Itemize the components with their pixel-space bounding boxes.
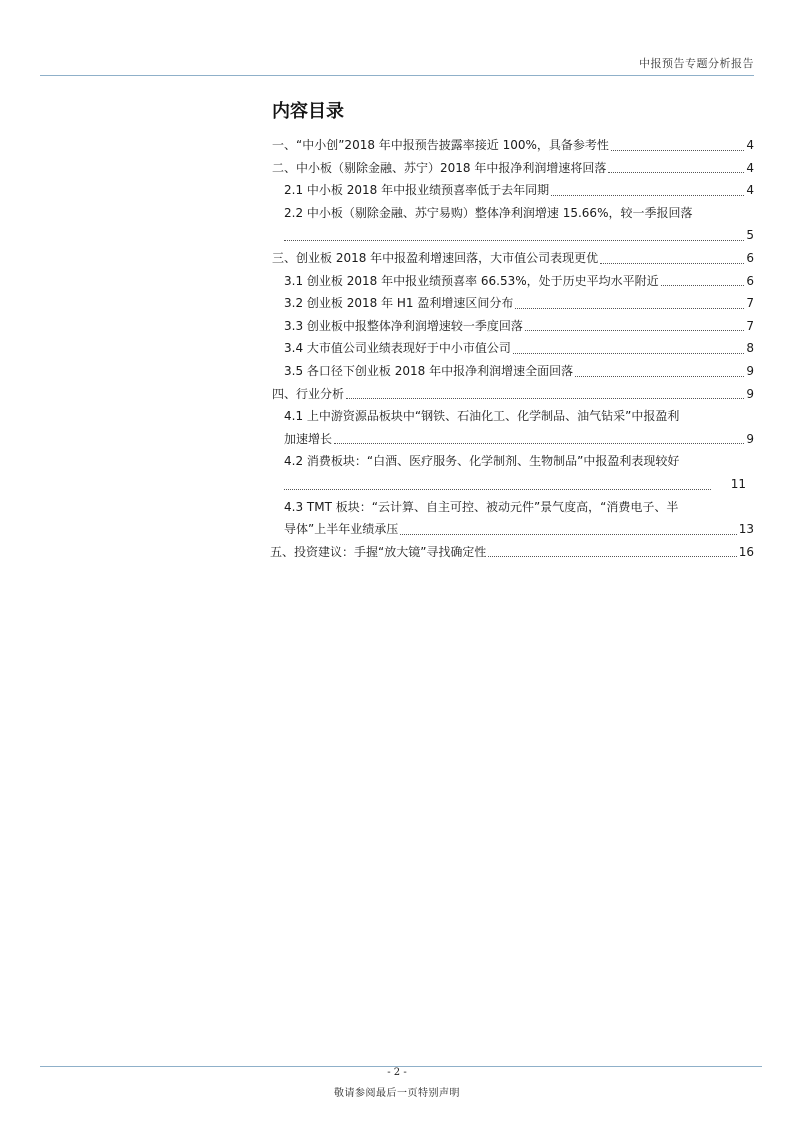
dot-leader: [525, 330, 744, 331]
toc-entry-4-1[interactable]: [272, 405, 754, 450]
report-header-title: 中报预告专题分析报告: [639, 57, 754, 70]
toc-entry-3-5[interactable]: [272, 360, 754, 383]
toc-entry-5[interactable]: [270, 541, 754, 564]
toc-entry-page: 16: [738, 544, 754, 559]
toc-entry-page: 5: [746, 228, 754, 243]
toc-entry-4-2[interactable]: [272, 450, 754, 495]
disclaimer-note: 敬请参阅最后一页特别声明: [334, 1088, 460, 1099]
toc-entry-label: 3.2 创业板 2018 年 H1 盈利增速区间分布: [284, 296, 514, 311]
toc-entry-page: 7: [746, 318, 754, 333]
dot-leader: [515, 308, 744, 309]
toc-entry-3[interactable]: [272, 247, 754, 270]
toc-entry-label: 2.1 中小板 2018 年中报业绩预喜率低于去年同期: [284, 183, 550, 198]
toc-entry-page: 4: [746, 183, 754, 198]
dot-leader: [334, 443, 744, 444]
toc-entry-label: 3.3 创业板中报整体净利润增速较一季度回落: [284, 318, 523, 333]
toc-entry-label: 五、投资建议：手握“放大镜”寻找确定性: [270, 544, 487, 559]
toc-entry-1[interactable]: [272, 134, 754, 157]
toc-entry-page: 8: [746, 341, 754, 356]
toc-entry-page: 13: [738, 522, 754, 537]
toc-entry-4[interactable]: [272, 383, 754, 406]
toc-entry-label-cont: 导体”上半年业绩承压: [284, 522, 399, 537]
toc-entry-3-1[interactable]: [272, 270, 754, 293]
toc-entry-page: 6: [746, 273, 754, 288]
toc-entry-page: 11: [730, 476, 746, 491]
toc-entry-label: 4.2 消费板块：“白酒、医疗服务、化学制剂、生物制品”中报盈利表现较好: [284, 454, 680, 469]
toc-entry-label: 四、行业分析: [272, 386, 345, 401]
table-of-contents: [272, 100, 754, 563]
dot-leader: [611, 150, 744, 151]
dot-leader: [284, 489, 711, 490]
dot-leader: [575, 376, 744, 377]
toc-entry-label: 3.5 各口径下创业板 2018 年中报净利润增速全面回落: [284, 363, 574, 378]
dot-leader: [600, 263, 744, 264]
toc-entry-page: 4: [746, 138, 754, 152]
toc-entry-2[interactable]: [272, 157, 754, 180]
toc-entry-page: 4: [746, 160, 754, 175]
toc-entry-label: 一、“中小创”2018 年中报预告披露率接近 100%，具备参考性: [272, 138, 609, 152]
toc-entry-2-1[interactable]: [272, 179, 754, 202]
toc-entry-label: 2.2 中小板（剔除金融、苏宁易购）整体净利润增速 15.66%，较一季报回落: [284, 205, 693, 220]
toc-entry-3-4[interactable]: [272, 337, 754, 360]
dot-leader: [400, 534, 737, 535]
dot-leader: [661, 285, 745, 286]
toc-entry-page: 9: [746, 386, 754, 401]
toc-entry-3-2[interactable]: [272, 292, 754, 315]
header-divider: [40, 75, 754, 76]
toc-entry-page: 9: [746, 431, 754, 446]
toc-entry-page: 6: [746, 250, 754, 265]
dot-leader: [488, 556, 736, 557]
toc-entry-label: 4.3 TMT 板块：“云计算、自主可控、被动元件”景气度高，“消费电子、半: [284, 499, 679, 514]
toc-entry-page: 9: [746, 363, 754, 378]
toc-entry-label: 二、中小板（剔除金融、苏宁）2018 年中报净利润增速将回落: [272, 160, 607, 175]
toc-entry-label: 3.4 大市值公司业绩表现好于中小市值公司: [284, 341, 511, 356]
toc-entry-2-2[interactable]: [272, 202, 754, 247]
dot-leader: [551, 195, 744, 196]
dot-leader: [513, 353, 744, 354]
dot-leader: [284, 240, 744, 241]
toc-entry-label: 4.1 上中游资源品板块中“钢铁、石油化工、化学制品、油气钻采”中报盈利: [284, 409, 680, 424]
toc-title: 内容目录: [272, 101, 344, 122]
toc-entry-label-cont: 加速增长: [284, 431, 333, 446]
toc-entry-page: 7: [746, 296, 754, 311]
dot-leader: [346, 398, 744, 399]
toc-entry-label: 三、创业板 2018 年中报盈利增速回落，大市值公司表现更优: [272, 250, 599, 265]
toc-entry-label: 3.1 创业板 2018 年中报业绩预喜率 66.53%，处于历史平均水平附近: [284, 273, 659, 288]
page-number: - 2 -: [387, 1067, 407, 1078]
dot-leader: [608, 172, 744, 173]
toc-entry-4-3[interactable]: [272, 496, 754, 541]
toc-entry-3-3[interactable]: [272, 315, 754, 338]
